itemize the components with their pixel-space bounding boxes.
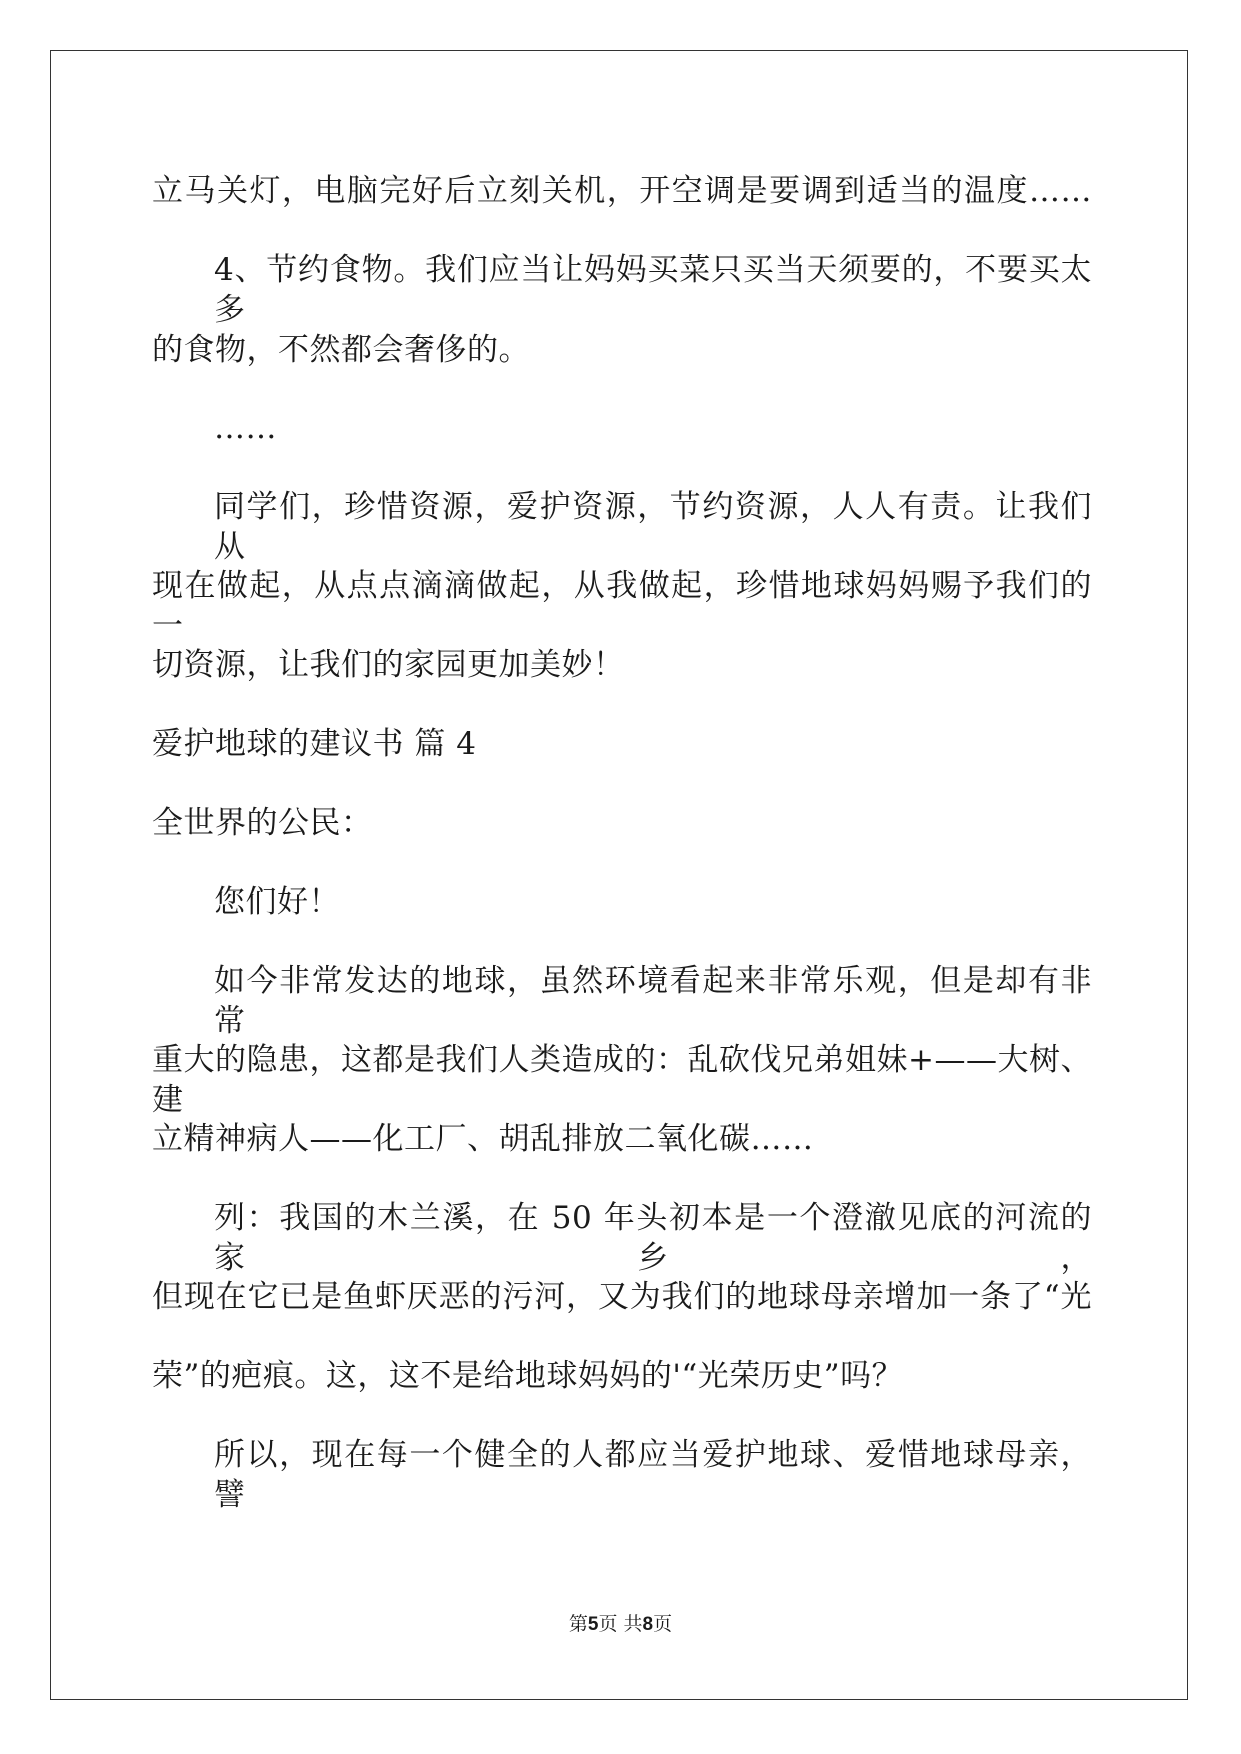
body-line-7: 切资源，让我们的家园更加美妙！: [152, 647, 625, 683]
body-line-17: 所以，现在每一个健全的人都应当爱护地球、爱惜地球母亲，譬: [214, 1437, 1092, 1513]
body-line-13: 立精神病人——化工厂、胡乱排放二氧化碳……: [152, 1121, 814, 1157]
body-line-3: 的食物，不然都会奢侈的。: [152, 332, 530, 368]
footer-mid: 页 共: [598, 1613, 643, 1635]
body-line-12: 重大的隐患，这都是我们人类造成的：乱砍伐兄弟姐妹+——大树、建: [152, 1042, 1092, 1118]
body-line-2: 4、节约食物。我们应当让妈妈买菜只买当天须要的，不要买太多: [214, 252, 1092, 328]
body-line-5: 同学们，珍惜资源，爱护资源，节约资源，人人有责。让我们从: [214, 489, 1092, 565]
body-line-16: 荣”的疤痕。这，这不是给地球妈妈的'“光荣历史”吗？: [152, 1358, 904, 1394]
salutation: 全世界的公民：: [152, 805, 373, 841]
body-line-4: ……: [214, 410, 277, 446]
section-heading: 爱护地球的建议书 篇 4: [152, 726, 477, 762]
greeting: 您们好！: [214, 884, 340, 920]
page-footer: [0, 1612, 1241, 1637]
footer-page-current: 5: [587, 1614, 599, 1635]
footer-page-total: 8: [642, 1614, 654, 1635]
body-line-11: 如今非常发达的地球，虽然环境看起来非常乐观，但是却有非常: [214, 963, 1092, 1039]
footer-suffix: 页: [653, 1613, 673, 1635]
body-line-1: 立马关灯，电脑完好后立刻关机，开空调是要调到适当的温度……: [152, 173, 1092, 209]
body-line-6: 现在做起，从点点滴滴做起，从我做起，珍惜地球妈妈赐予我们的一: [152, 568, 1092, 644]
body-line-14: 列：我国的木兰溪，在 50 年头初本是一个澄澈见底的河流的家乡，: [214, 1200, 1092, 1276]
body-line-15: 但现在它已是鱼虾厌恶的污河，又为我们的地球母亲增加一条了“光: [152, 1279, 1092, 1315]
footer-prefix: 第: [568, 1613, 588, 1635]
